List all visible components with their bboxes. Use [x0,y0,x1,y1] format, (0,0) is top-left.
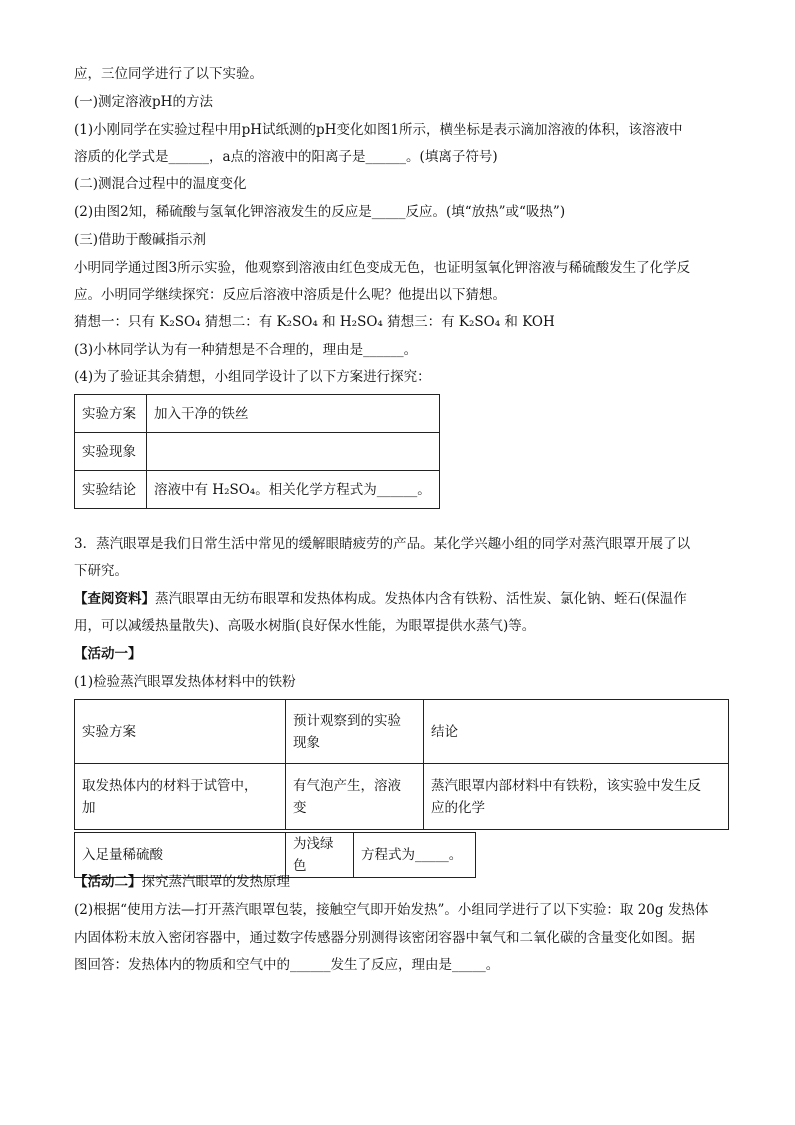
cell-line: 取发热体内的材料于试管中， [82,777,258,794]
info-tag: 【查阅资料】 [74,591,155,607]
text-line: (2)由图2知，稀硫酸与氢氧化钾溶液发生的反应是_____反应。(填“放热”或“吸热”) [74,204,566,220]
activity-1-heading: 【活动一】 [74,646,142,662]
table-header-cell: 实验方案 [75,700,286,764]
table-cell [286,764,424,830]
experiment-table-1 [74,394,440,509]
activity-2-tag: 【活动二】 [74,874,142,890]
info-text: 蒸汽眼罩由无纺布眼罩和发热体构成。发热体内含有铁粉、活性炭、氯化钠、蛭石(保温作 [155,591,687,607]
header-line: 现象 [293,734,320,751]
table-cell [147,433,440,471]
table-cell: 加入干净的铁丝 [147,395,440,433]
table-cell: 入足量稀硫酸 [75,833,286,878]
text-line: 应。小明同学继续探究：反应后溶液中溶质是什么呢？他提出以下猜想。 [74,287,506,303]
cell-line: 变 [293,799,307,816]
text-line: (3)小林同学认为有一种猜想是不合理的，理由是______。 [74,342,418,358]
question-3-line: 3．蒸汽眼罩是我们日常生活中常见的缓解眼睛疲劳的产品。某化学兴趣小组的同学对蒸汽眼罩开展了以 [74,536,691,552]
cell-line: 加 [82,799,96,816]
text-line: (1)小刚同学在实验过程中用pH试纸测的pH变化如图1所示，横坐标是表示滴加溶液的体积，该溶液中 [74,122,683,138]
table-cell: 实验方案 [75,395,147,433]
table-header-cell: 结论 [424,700,729,764]
cell-line: 应的化学 [431,799,485,816]
section-heading: (三)借助于酸碱指示剂 [74,232,207,248]
cell-line: 有气泡产生，溶液 [293,777,401,794]
text-line: 下研究。 [74,563,128,579]
table-cell [75,764,286,830]
text-line: (1)检验蒸汽眼罩发热体材料中的铁粉 [74,674,296,690]
text-line: 溶质的化学式是______，a点的溶液中的阳离子是______。(填离子符号) [74,149,498,165]
table-cell: 方程式为_____。 [354,833,476,878]
section-heading: (二)测混合过程中的温度变化 [74,176,247,192]
activity-2-line [74,872,290,892]
text-line: 应，三位同学进行了以下实验。 [74,66,263,82]
hypotheses-line: 猜想一：只有 K₂SO₄ 猜想二：有 K₂SO₄ 和 H₂SO₄ 猜想三：有 K₂SO₄ 和 KOH [74,314,555,330]
header-line: 预计观察到的实验 [293,712,401,729]
activity-2-text: 探究蒸汽眼罩的发热原理 [141,874,290,890]
table-cell: 溶液中有 H₂SO₄。相关化学方程式为______。 [147,471,440,509]
table-cell [424,764,729,830]
cell-line: 蒸汽眼罩内部材料中有铁粉，该实验中发生反 [431,777,701,794]
text-line: (4)为了验证其余猜想，小组同学设计了以下方案进行探究： [74,369,431,385]
info-line [74,589,687,609]
table-cell: 实验现象 [75,433,147,471]
text-line: 小明同学通过图3所示实验，他观察到溶液由红色变成无色，也证明氢氧化钾溶液与稀硫酸发生了化学反 [74,260,691,276]
text-line: 内固体粉末放入密闭容器中，通过数字传感器分别测得该密闭容器中氧气和二氧化碳的含量变化如图。据 [74,930,695,946]
text-line: 用，可以减缓热量散失)、高吸水树脂(良好保水性能，为眼罩提供水蒸气)等。 [74,618,536,634]
table-cell: 实验结论 [75,471,147,509]
text-line: 图回答：发热体内的物质和空气中的______发生了反应，理由是_____。 [74,957,500,973]
experiment-table-2 [74,699,729,830]
table-cell: 为浅绿色 [286,833,354,878]
text-line: (2)根据“使用方法—打开蒸汽眼罩包装，接触空气即开始发热”。小组同学进行了以下实验：取 20g 发热体 [74,902,709,918]
table-header-cell [286,700,424,764]
section-heading: (一)测定溶液pH的方法 [74,94,213,110]
